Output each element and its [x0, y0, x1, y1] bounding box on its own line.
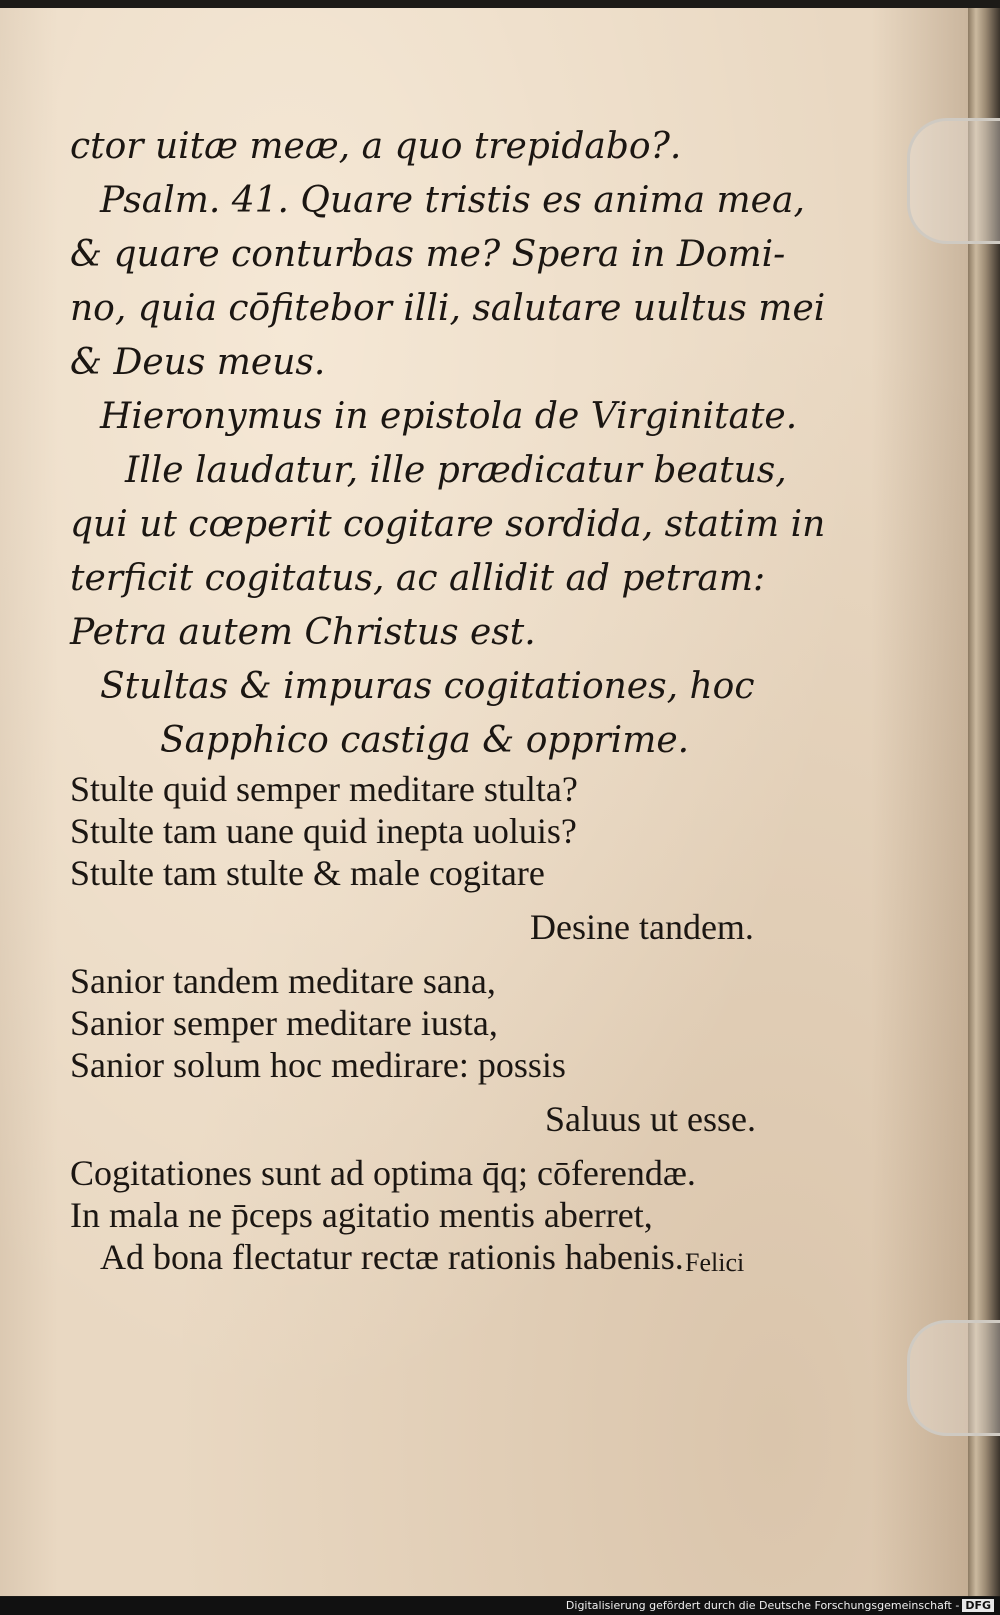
- page-clip-top: [907, 118, 1000, 244]
- text-line: Stultas & impuras cogitationes, hoc: [100, 666, 755, 707]
- verse-line: Sanior tandem meditare sana,: [70, 961, 496, 1001]
- verse-line: Stulte tam stulte & male cogitare: [70, 853, 545, 893]
- text-line: & quare conturbas me? Spera in Domi-: [70, 234, 786, 275]
- text-line: Ad bona flectatur rectæ rationis habenis.: [100, 1237, 684, 1277]
- verse-line: Desine tandem.: [530, 907, 754, 947]
- text-line: no, quia cōfitebor illi, salutare uultus mei: [70, 288, 826, 329]
- text-line: ctor uitæ meæ, a quo trepidabo?.: [70, 126, 682, 167]
- catchword: Felici: [685, 1248, 745, 1277]
- text-line: Sapphico castiga & opprime.: [160, 720, 690, 761]
- text-line: Psalm. 41. Quare tristis es anima mea,: [100, 180, 805, 221]
- verse-line: Saluus ut esse.: [545, 1099, 756, 1139]
- text-line: Cogitationes sunt ad optima q̄q; cōferendæ.: [70, 1153, 696, 1193]
- text-line: qui ut cœperit cogitare sordida, statim in: [70, 504, 826, 545]
- text-line: Petra autem Christus est.: [70, 612, 536, 653]
- section-heading: Hieronymus in epistola de Virginitate.: [100, 396, 798, 437]
- verse-line: Sanior solum hoc medirare: possis: [70, 1045, 566, 1085]
- text-line: terficit cogitatus, ac allidit ad petram:: [70, 558, 766, 599]
- verse-line: Sanior semper meditare iusta,: [70, 1003, 498, 1043]
- verse-line: Stulte tam uane quid inepta uoluis?: [70, 811, 577, 851]
- text-line: & Deus meus.: [70, 342, 326, 383]
- footer: [0, 1597, 1000, 1615]
- page-clip-bottom: [907, 1320, 1000, 1436]
- footer-text: Digitalisierung gefördert durch die Deutsche Forschungsgemeinschaft -: [565, 1599, 960, 1612]
- text-line: In mala ne p̄ceps agitatio mentis aberret,: [70, 1195, 653, 1235]
- dfg-logo: DFG: [962, 1599, 994, 1612]
- page-text: [70, 120, 826, 1278]
- text-line: Ille laudatur, ille prædicatur beatus,: [125, 450, 787, 491]
- verse-line: Stulte quid semper meditare stulta?: [70, 769, 578, 809]
